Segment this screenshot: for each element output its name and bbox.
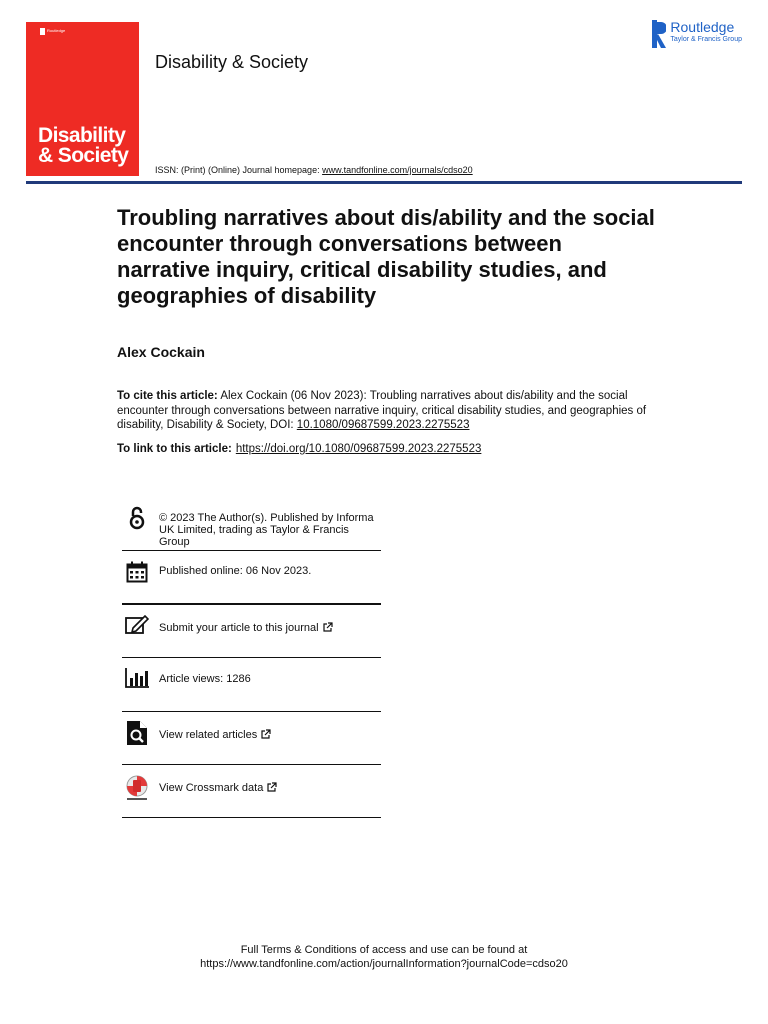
- published-row: [122, 551, 381, 605]
- views-row: [122, 658, 381, 712]
- issn-text: ISSN: (Print) (Online) Journal homepage:: [155, 165, 323, 175]
- journal-cover-image: [26, 22, 139, 176]
- submit-row[interactable]: [122, 605, 381, 658]
- license-text: © 2023 The Author(s). Published by Informa UK Limited, trading as Taylor & Francis Group: [159, 512, 374, 548]
- cite-text: Alex Cockain (06 Nov 2023): Troubling narratives about dis/ability and the social encounter through conversations between narrative inquiry, critical disability studies, and geographies of disability, Disability & Society, DOI:: [117, 390, 647, 431]
- issn-line: [155, 165, 473, 175]
- journal-homepage-link[interactable]: www.tandfonline.com/journals/cdso20: [322, 165, 473, 175]
- journal-name: Disability & Society: [155, 52, 309, 72]
- external-link-icon: [267, 782, 277, 795]
- crossmark-row[interactable]: [122, 765, 381, 818]
- submit-article-link[interactable]: [152, 605, 333, 635]
- article-doi-link[interactable]: https://doi.org/10.1080/09687599.2023.2275523: [235, 443, 482, 455]
- published-date: Published online: 06 Nov 2023.: [159, 565, 312, 577]
- related-articles-label: View related articles: [159, 729, 258, 741]
- cite-doi-link[interactable]: 10.1080/09687599.2023.2275523: [296, 419, 470, 431]
- publisher-name: Routledge: [670, 19, 735, 35]
- license-row: [122, 498, 381, 551]
- article-link-block: [117, 443, 481, 455]
- cover-title-line1: Disability: [38, 124, 126, 147]
- crossmark-link[interactable]: [152, 765, 277, 795]
- article-views: Article views: 1286: [159, 673, 251, 685]
- open-access-icon: [122, 498, 152, 530]
- cite-label: To cite this article:: [117, 390, 218, 402]
- calendar-icon: [122, 551, 152, 583]
- submit-article-label: Submit your article to this journal: [159, 622, 319, 634]
- cover-publisher-name: Routledge: [47, 28, 66, 33]
- bar-chart-icon: [122, 658, 152, 688]
- edit-icon: [122, 605, 152, 635]
- header-divider: [26, 181, 742, 184]
- link-label: To link to this article:: [117, 443, 232, 455]
- publisher-group: Taylor & Francis Group: [670, 36, 742, 43]
- article-title: Troubling narratives about dis/ability and the social encounter through conversations between narrative inquiry, critical disability studies, and geographies of disability: [117, 205, 655, 308]
- cover-publisher-logo: [40, 28, 65, 35]
- external-link-icon: [261, 729, 271, 742]
- crossmark-label: View Crossmark data: [159, 782, 264, 794]
- article-author: Alex Cockain: [117, 344, 205, 360]
- terms-text: Full Terms & Conditions of access and use can be found at: [240, 944, 528, 956]
- terms-footer: [0, 943, 768, 971]
- crossmark-icon: [122, 765, 152, 801]
- article-meta-list: [122, 498, 381, 818]
- citation-block: [117, 389, 647, 433]
- routledge-r-icon: [652, 20, 666, 48]
- search-document-icon: [122, 712, 152, 745]
- related-row[interactable]: [122, 712, 381, 765]
- external-link-icon: [323, 622, 333, 635]
- terms-url[interactable]: https://www.tandfonline.com/action/journalInformation?journalCode=cdso20: [200, 958, 568, 970]
- publisher-logo: [652, 20, 742, 50]
- related-articles-link[interactable]: [152, 712, 271, 742]
- cover-title-line2: & Society: [38, 144, 129, 167]
